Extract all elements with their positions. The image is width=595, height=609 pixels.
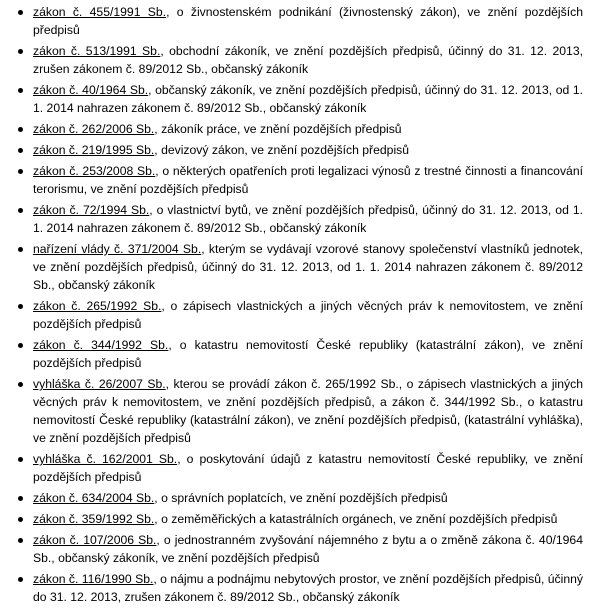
list-item <box>0 81 595 117</box>
law-description: , o některých opatřeních proti legalizaci výnosů z trestné činnosti a financování terorismu, ve znění pozdějších předpisů <box>33 164 583 196</box>
bullet-icon <box>18 49 23 54</box>
law-description: , o živnostenském podnikání (živnostenský zákon), ve znění pozdějších předpisů <box>33 5 583 37</box>
list-item <box>0 141 595 159</box>
law-link[interactable]: zákon č. 634/2004 Sb. <box>33 491 155 505</box>
bullet-icon <box>18 457 23 462</box>
law-link[interactable]: zákon č. 513/1991 Sb. <box>33 44 161 58</box>
law-description: , o zápisech vlastnických a jiných věcných práv k nemovitostem, ve znění pozdějších předpisů <box>33 299 583 331</box>
list-item <box>0 162 595 198</box>
list-item <box>0 297 595 333</box>
law-description: , kterým se vydávají vzorové stanovy společenství vlastníků jednotek, ve znění pozdějších předpisů, účinný do 31. 12. 2013, od 1. 1. 2014 nahrazen zákonem č. 89/2012 Sb., občanský zákoník <box>33 242 584 292</box>
list-item <box>0 42 595 78</box>
bullet-icon <box>18 127 23 132</box>
law-description: , o nájmu a podnájmu nebytových prostor, ve znění pozdějších předpisů, účinný do 31. 12. 2013, zrušen zákonem č. 89/2012 Sb., občanský zákoník <box>33 572 583 604</box>
list-item <box>0 120 595 138</box>
list-item <box>0 570 595 606</box>
law-link[interactable]: zákon č. 219/1995 Sb. <box>33 143 155 157</box>
bullet-icon <box>18 247 23 252</box>
list-item <box>0 3 595 39</box>
law-description: , občanský zákoník, ve znění pozdějších předpisů, účinný do 31. 12. 2013, od 1. 1. 2014 nahrazen zákonem č. 89/2012 Sb., občanský zákoník <box>33 83 583 115</box>
law-description: , o katastru nemovitostí České republiky (katastrální zákon), ve znění pozdějších předpisů <box>33 338 583 370</box>
bullet-icon <box>18 148 23 153</box>
law-description: , o zeměměřických a katastrálních orgánech, ve znění pozdějších předpisů <box>154 512 558 526</box>
law-description: , o jednostranném zvyšování nájemného z bytu a o změně zákona č. 40/1964 Sb., občanský zákoník, ve znění pozdějších předpisů <box>33 533 583 565</box>
law-description: , o poskytování údajů z katastru nemovitostí České republiky, ve znění pozdějších předpisů <box>33 452 583 484</box>
bullet-icon <box>18 169 23 174</box>
list-item <box>0 240 595 294</box>
list-item <box>0 531 595 567</box>
law-description: , kterou se provádí zákon č. 265/1992 Sb., o zápisech vlastnických a jiných věcných práv k nemovitostem, ve znění pozdějších předpisů, a zákon č. 344/1992 Sb., o katastru nemovitostí České republiky (katastrální zákon), ve znění pozdějších předpisů, (katastrální vyhláška), ve znění pozdějších předpisů <box>33 377 583 445</box>
law-link[interactable]: zákon č. 359/1992 Sb. <box>33 512 155 526</box>
law-link[interactable]: zákon č. 107/2006 Sb. <box>33 533 157 547</box>
list-item <box>0 450 595 486</box>
law-link[interactable]: nařízení vlády č. 371/2004 Sb. <box>33 242 202 256</box>
list-item <box>0 201 595 237</box>
list-item <box>0 489 595 507</box>
bullet-icon <box>18 208 23 213</box>
list-item <box>0 510 595 528</box>
law-link[interactable]: vyhláška č. 162/2001 Sb. <box>33 452 178 466</box>
bullet-icon <box>18 382 23 387</box>
law-link[interactable]: zákon č. 116/1990 Sb. <box>33 572 154 586</box>
law-description: , zákoník práce, ve znění pozdějších předpisů <box>154 122 402 136</box>
bullet-icon <box>18 538 23 543</box>
law-description: , o vlastnictví bytů, ve znění pozdějších předpisů, účinný do 31. 12. 2013, od 1. 1. 2014 nahrazen zákonem č. 89/2012 Sb., občanský zákoník <box>33 203 583 235</box>
law-link[interactable]: zákon č. 265/1992 Sb. <box>33 299 162 313</box>
bullet-icon <box>18 577 23 582</box>
bullet-icon <box>18 343 23 348</box>
law-link[interactable]: zákon č. 455/1991 Sb. <box>33 5 167 19</box>
bullet-icon <box>18 517 23 522</box>
law-link[interactable]: zákon č. 40/1964 Sb. <box>33 83 149 97</box>
bullet-icon <box>18 496 23 501</box>
list-item <box>0 336 595 372</box>
law-link[interactable]: zákon č. 262/2006 Sb. <box>33 122 155 136</box>
bullet-icon <box>18 304 23 309</box>
law-link[interactable]: vyhláška č. 26/2007 Sb. <box>33 377 166 391</box>
list-item <box>0 375 595 447</box>
law-list <box>0 3 595 609</box>
law-link[interactable]: zákon č. 344/1992 Sb. <box>33 338 169 352</box>
law-description: , obchodní zákoník, ve znění pozdějších předpisů, účinný do 31. 12. 2013, zrušen zákonem č. 89/2012 Sb., občanský zákoník <box>33 44 583 76</box>
law-link[interactable]: zákon č. 72/1994 Sb. <box>33 203 150 217</box>
bullet-icon <box>18 10 23 15</box>
law-description: , devizový zákon, ve znění pozdějších předpisů <box>154 143 410 157</box>
law-link[interactable]: zákon č. 253/2008 Sb. <box>33 164 156 178</box>
law-description: , o správních poplatcích, ve znění pozdějších předpisů <box>154 491 448 505</box>
bullet-icon <box>18 88 23 93</box>
